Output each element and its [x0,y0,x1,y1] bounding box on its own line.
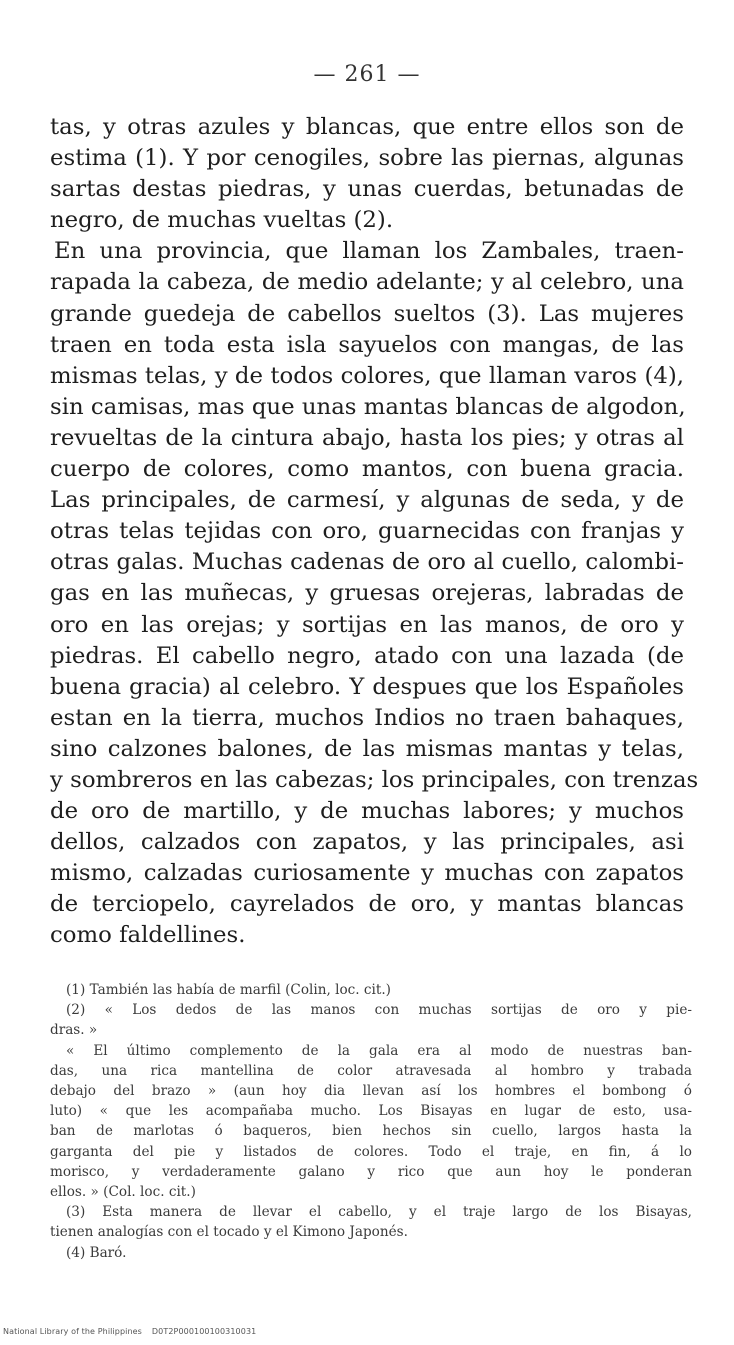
body-line: otras telas tejidas con oro, guarnecidas con franjas y [50,518,684,545]
footnote-line: dras. » [50,1022,98,1039]
body-line: de oro de martillo, y de muchas labores; y muchos [50,798,684,825]
library-name: National Library of the Philippines [3,1327,142,1336]
body-line: rapada la cabeza, de medio adelante; y al celebro, una [50,269,684,296]
body-line: grande guedeja de cabellos sueltos (3). Las mujeres [50,300,684,327]
body-line: otras galas. Muchas cadenas de oro al cuello, calombi- [50,549,684,576]
footnote-line: (3) Esta manera de llevar el cabello, y el traje largo de los Bisayas, [66,1204,692,1221]
body-line: estan en la tierra, muchos Indios no traen bahaques, [50,704,684,731]
body-line: revueltas de la cintura abajo, hasta los pies; y otras al [50,424,684,451]
scan-credit [3,1327,256,1336]
body-line: estima (1). Y por cenogiles, sobre las piernas, algunas [50,145,684,172]
body-line: Las principales, de carmesí, y algunas de seda, y de [50,487,684,514]
body-line: y sombreros en las cabezas; los principales, con trenzas [50,766,699,793]
body-line: dellos, calzados con zapatos, y las principales, asi [50,829,684,856]
footnote-line: morisco, y verdaderamente galano y rico que aun hoy le ponderan [50,1163,692,1180]
body-line: mismo, calzadas curiosamente y muchas con zapatos [50,860,684,887]
body-line: sartas destas piedras, y unas cuerdas, betunadas de [50,176,684,203]
footnote-line: das, una rica mantellina de color atravesada al hombro y trabada [50,1062,692,1079]
body-line: gas en las muñecas, y gruesas orejeras, labradas de [50,580,684,607]
body-line: cuerpo de colores, como mantos, con buena gracia. [50,456,684,483]
scan-code: D0T2P000100100310031 [151,1327,257,1336]
footnote-line: ellos. » (Col. loc. cit.) [50,1184,196,1201]
footnote-line: (1) También las había de marfil (Colin, loc. cit.) [66,982,391,998]
footnote-line: garganta del pie y listados de colores. Todo el traje, en fin, á lo [50,1143,692,1160]
footnote-line: (2) « Los dedos de las manos con muchas sortijas de oro y pie- [66,1002,692,1019]
footnote-line: (4) Baró. [66,1244,127,1261]
body-line: traen en toda esta isla sayuelos con mangas, de las [50,331,684,358]
body-line: sino calzones balones, de las mismas mantas y telas, [50,735,684,762]
page-number: — 261 — [313,62,421,87]
body-line: En una provincia, que llaman los Zambales, traen- [54,238,684,265]
body-line: como faldellines. [50,922,246,949]
body-line: sin camisas, mas que unas mantas blancas de algodon, [50,393,686,420]
footnote-line: ban de marlotas ó baqueros, bien hechos sin cuello, largos hasta la [50,1123,692,1140]
body-line: oro en las orejas; y sortijas en las manos, de oro y [50,611,684,638]
body-text [50,112,699,952]
body-line: piedras. El cabello negro, atado con una lazada (de [50,642,684,669]
body-line: de terciopelo, cayrelados de oro, y mantas blancas [50,891,684,918]
footnote-line: tienen analogías con el tocado y el Kimono Japonés. [50,1224,408,1241]
body-line: mismas telas, y de todos colores, que llaman varos (4), [50,362,684,389]
body-line: negro, de muchas vueltas (2). [50,207,394,234]
body-line: tas, y otras azules y blancas, que entre ellos son de [50,114,684,140]
footnote-line: luto) « que les acompañaba mucho. Los Bisayas en lugar de esto, usa- [50,1103,692,1120]
footnotes [50,980,692,1263]
body-line: buena gracia) al celebro. Y despues que los Españoles [50,673,684,700]
footnote-line: « El último complemento de la gala era al modo de nuestras ban- [66,1042,692,1059]
footnote-line: debajo del brazo » (aun hoy dia llevan así los hombres el bombong ó [50,1083,692,1100]
